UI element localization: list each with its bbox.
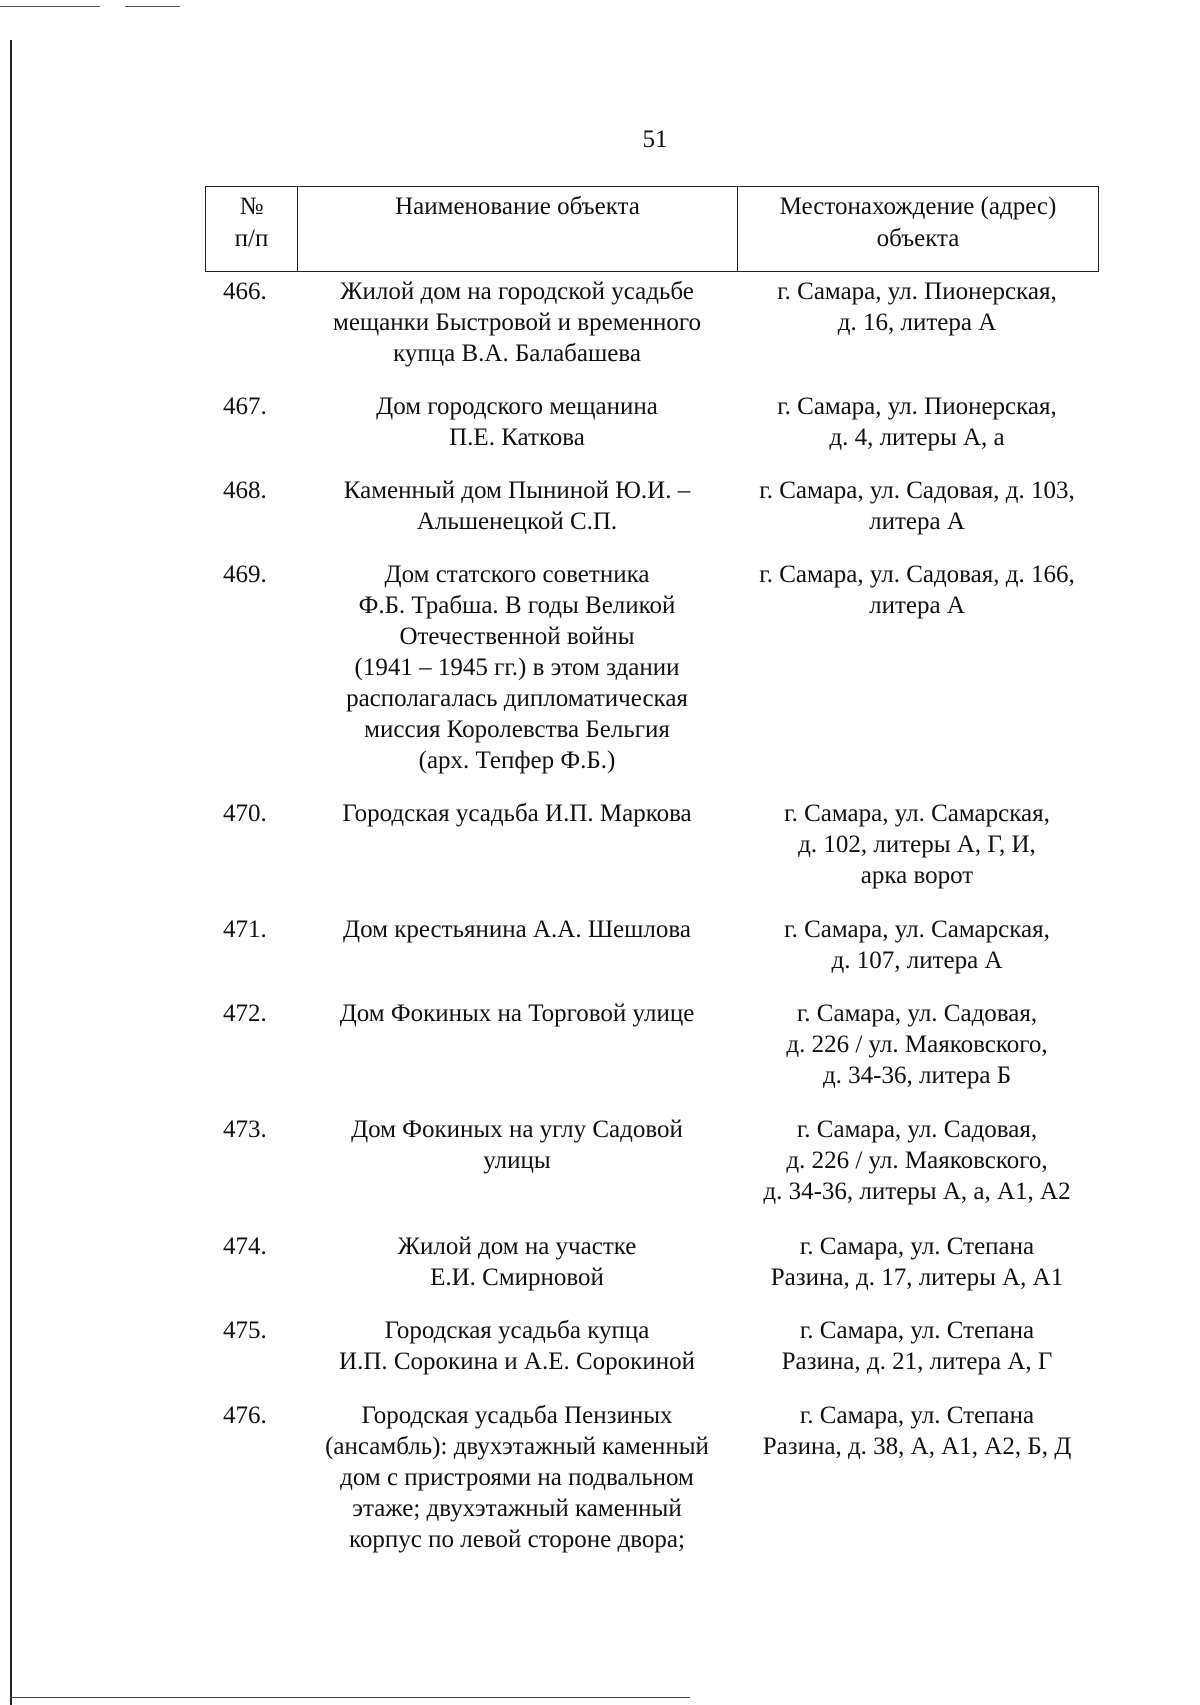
- object-name: [297, 1231, 737, 1293]
- text-line: Городская усадьба купца: [384, 1317, 650, 1344]
- text-line: миссия Королевства Бельгия: [364, 716, 670, 743]
- text-line: Ф.Б. Трабша. В годы Великой: [358, 592, 676, 619]
- text-line: д. 34-36, литеры А, а, А1, А2: [763, 1178, 1071, 1205]
- object-name: [297, 559, 737, 776]
- header-name-line: Наименование объекта: [395, 193, 640, 220]
- text-line: д. 226 / ул. Маяковского,: [786, 1147, 1048, 1174]
- text-line: Городская усадьба И.П. Маркова: [342, 800, 692, 827]
- text-line: г. Самара, ул. Самарская,: [784, 916, 1050, 943]
- text-line: Жилой дом на участке: [397, 1233, 637, 1260]
- object-address: [737, 1315, 1097, 1377]
- scan-edge-bottom: [10, 1697, 690, 1698]
- text-line: дом с пристроями на подвальном: [340, 1464, 694, 1491]
- text-line: литера А: [869, 592, 965, 619]
- text-line: Дом Фокиных на Торговой улице: [339, 1000, 695, 1027]
- text-line: Е.И. Смирновой: [430, 1264, 604, 1291]
- text-line: Городская усадьба Пензиных: [361, 1402, 673, 1429]
- object-address: [737, 1400, 1097, 1462]
- text-line: мещанки Быстровой и временного: [333, 309, 701, 336]
- text-line: г. Самара, ул. Степана: [799, 1233, 1035, 1260]
- object-name: [297, 1400, 737, 1555]
- text-line: корпус по левой стороне двора;: [349, 1526, 685, 1553]
- text-line: (1941 – 1945 гг.) в этом здании: [354, 654, 680, 681]
- text-line: г. Самара, ул. Степана: [799, 1402, 1035, 1429]
- row-number: 468.: [223, 477, 267, 504]
- text-line: Дом городского мещанина: [376, 393, 658, 420]
- header-address-line: объекта: [876, 225, 960, 252]
- object-address: [737, 559, 1097, 621]
- row-number: 466.: [223, 278, 267, 305]
- text-line: д. 34-36, литера Б: [822, 1062, 1012, 1089]
- text-line: г. Самара, ул. Садовая,: [796, 1116, 1038, 1143]
- header-num-line: №: [239, 193, 264, 220]
- object-address: [737, 1114, 1097, 1207]
- table-header: [205, 186, 1099, 272]
- object-name: [297, 391, 737, 453]
- text-line: (арх. Тепфер Ф.Б.): [418, 747, 616, 774]
- header-address: [738, 187, 1098, 271]
- text-line: располагалась дипломатическая: [346, 685, 688, 712]
- header-address-line: Местонахождение (адрес): [779, 193, 1057, 220]
- text-line: г. Самара, ул. Садовая, д. 103,: [759, 477, 1075, 504]
- header-num: [206, 187, 298, 271]
- object-name: [297, 475, 737, 537]
- object-address: [737, 391, 1097, 453]
- row-number: 471.: [223, 916, 267, 943]
- object-name: [297, 1114, 737, 1176]
- object-name: [297, 276, 737, 369]
- text-line: Разина, д. 21, литера А, Г: [781, 1348, 1053, 1375]
- object-address: [737, 914, 1097, 976]
- text-line: П.Е. Каткова: [449, 424, 585, 451]
- text-line: Дом Фокиных на углу Садовой: [351, 1116, 683, 1143]
- scan-edge-top: [125, 6, 180, 7]
- row-number: 475.: [223, 1317, 267, 1344]
- text-line: Отечественной войны: [399, 623, 635, 650]
- page-number: 51: [642, 126, 668, 153]
- text-line: улицы: [483, 1147, 551, 1174]
- text-line: г. Самара, ул. Степана: [799, 1317, 1035, 1344]
- header-num-line: п/п: [234, 225, 269, 252]
- text-line: И.П. Сорокина и А.Е. Сорокиной: [339, 1348, 695, 1375]
- text-line: арка ворот: [860, 862, 974, 889]
- text-line: купца В.А. Балабашева: [393, 340, 641, 367]
- text-line: Дом крестьянина А.А. Шешлова: [343, 916, 691, 943]
- row-number: 473.: [223, 1116, 267, 1143]
- text-line: Жилой дом на городской усадьбе: [340, 278, 694, 305]
- text-line: г. Самара, ул. Садовая,: [796, 1000, 1038, 1027]
- row-number: 467.: [223, 393, 267, 420]
- text-line: Разина, д. 38, А, А1, А2, Б, Д: [762, 1433, 1072, 1460]
- row-number: 476.: [223, 1402, 267, 1429]
- object-name: [297, 914, 737, 945]
- object-address: [737, 798, 1097, 891]
- text-line: д. 4, литеры А, а: [829, 424, 1005, 451]
- header-name: [298, 187, 738, 271]
- row-number: 469.: [223, 561, 267, 588]
- object-name: [297, 1315, 737, 1377]
- text-line: г. Самара, ул. Садовая, д. 166,: [759, 561, 1075, 588]
- row-number: 474.: [223, 1233, 267, 1260]
- row-number: 472.: [223, 1000, 267, 1027]
- text-line: д. 102, литеры А, Г, И,: [798, 831, 1036, 858]
- text-line: г. Самара, ул. Самарская,: [784, 800, 1050, 827]
- text-line: д. 107, литера А: [831, 947, 1003, 974]
- scan-edge-left: [10, 40, 12, 1705]
- object-address: [737, 1231, 1097, 1293]
- text-line: литера А: [869, 508, 965, 535]
- text-line: Каменный дом Пыниной Ю.И. –: [343, 477, 691, 504]
- text-line: Разина, д. 17, литеры А, А1: [770, 1264, 1064, 1291]
- object-address: [737, 276, 1097, 338]
- text-line: д. 16, литера А: [837, 309, 997, 336]
- object-address: [737, 998, 1097, 1091]
- object-name: [297, 998, 737, 1029]
- text-line: Дом статского советника: [384, 561, 650, 588]
- scan-edge-top: [0, 6, 100, 7]
- text-line: (ансамбль): двухэтажный каменный: [325, 1433, 709, 1460]
- text-line: г. Самара, ул. Пионерская,: [777, 393, 1057, 420]
- object-address: [737, 475, 1097, 537]
- text-line: этаже; двухэтажный каменный: [352, 1495, 682, 1522]
- text-line: г. Самара, ул. Пионерская,: [777, 278, 1057, 305]
- text-line: д. 226 / ул. Маяковского,: [786, 1031, 1048, 1058]
- object-name: [297, 798, 737, 829]
- row-number: 470.: [223, 800, 267, 827]
- text-line: Альшенецкой С.П.: [416, 508, 618, 535]
